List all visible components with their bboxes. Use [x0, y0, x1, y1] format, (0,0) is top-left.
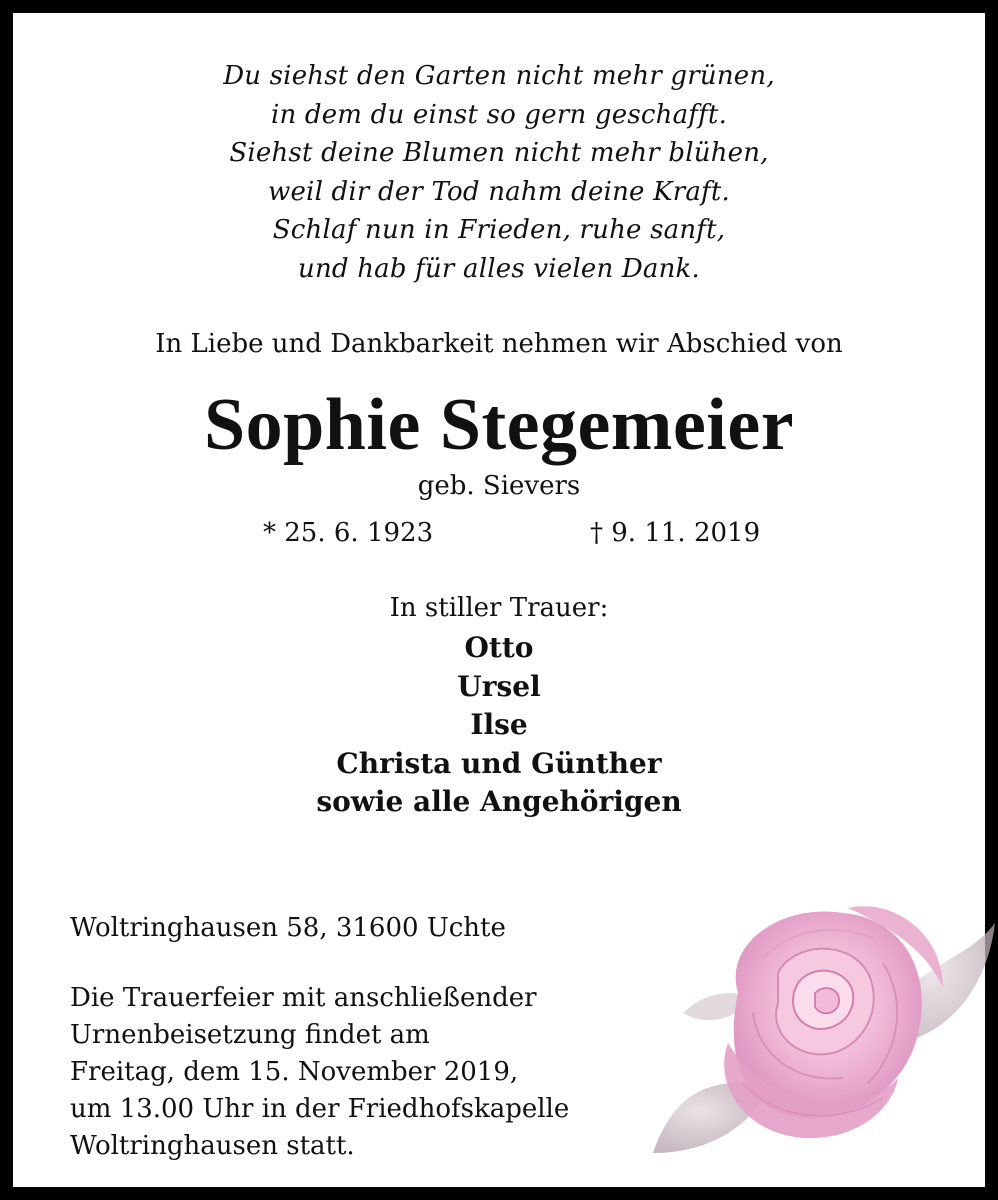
service-notice	[70, 980, 569, 1165]
deceased-name: Sophie Stegemeier	[203, 384, 795, 466]
mourners-list	[13, 629, 985, 822]
poem-line-6: und hab für alles vielen Dank.	[298, 253, 700, 284]
mourner-1: Otto	[464, 631, 534, 664]
birth-date: * 25. 6. 1923	[263, 518, 434, 548]
mourning-title: In stiller Trauer:	[389, 593, 609, 623]
poem-line-1: Du siehst den Garten nicht mehr grünen,	[223, 61, 775, 91]
rose-illustration	[643, 883, 998, 1173]
poem-line-4: weil dir der Tod nahm deine Kraft.	[268, 176, 730, 207]
mourner-2: Ursel	[457, 669, 541, 703]
address: Woltringhausen 58, 31600 Uchte	[70, 913, 506, 943]
poem-line-3: Siehst deine Blumen nicht mehr blühen,	[229, 138, 769, 168]
poem	[13, 57, 985, 288]
death-date: † 9. 11. 2019	[590, 518, 761, 548]
service-line-5: Woltringhausen statt.	[70, 1131, 355, 1161]
service-line-1: Die Trauerfeier mit anschließender	[70, 983, 537, 1013]
service-line-2: Urnenbeisetzung findet am	[70, 1020, 430, 1050]
mourner-4: Christa und Günther	[336, 746, 662, 780]
service-line-3: Freitag, dem 15. November 2019,	[70, 1057, 519, 1087]
poem-line-2: in dem du einst so gern geschafft.	[270, 99, 728, 130]
poem-line-5: Schlaf nun in Frieden, ruhe sanft,	[272, 215, 726, 245]
service-line-4: um 13.00 Uhr in der Friedhofskapelle	[70, 1094, 570, 1124]
born-name: geb. Sievers	[417, 471, 581, 501]
mourner-5: sowie alle Angehörigen	[316, 785, 682, 818]
farewell-intro: In Liebe und Dankbarkeit nehmen wir Abschied von	[155, 329, 843, 359]
rose-inner-petal-3	[815, 988, 839, 1013]
mourner-3: Ilse	[470, 708, 528, 741]
